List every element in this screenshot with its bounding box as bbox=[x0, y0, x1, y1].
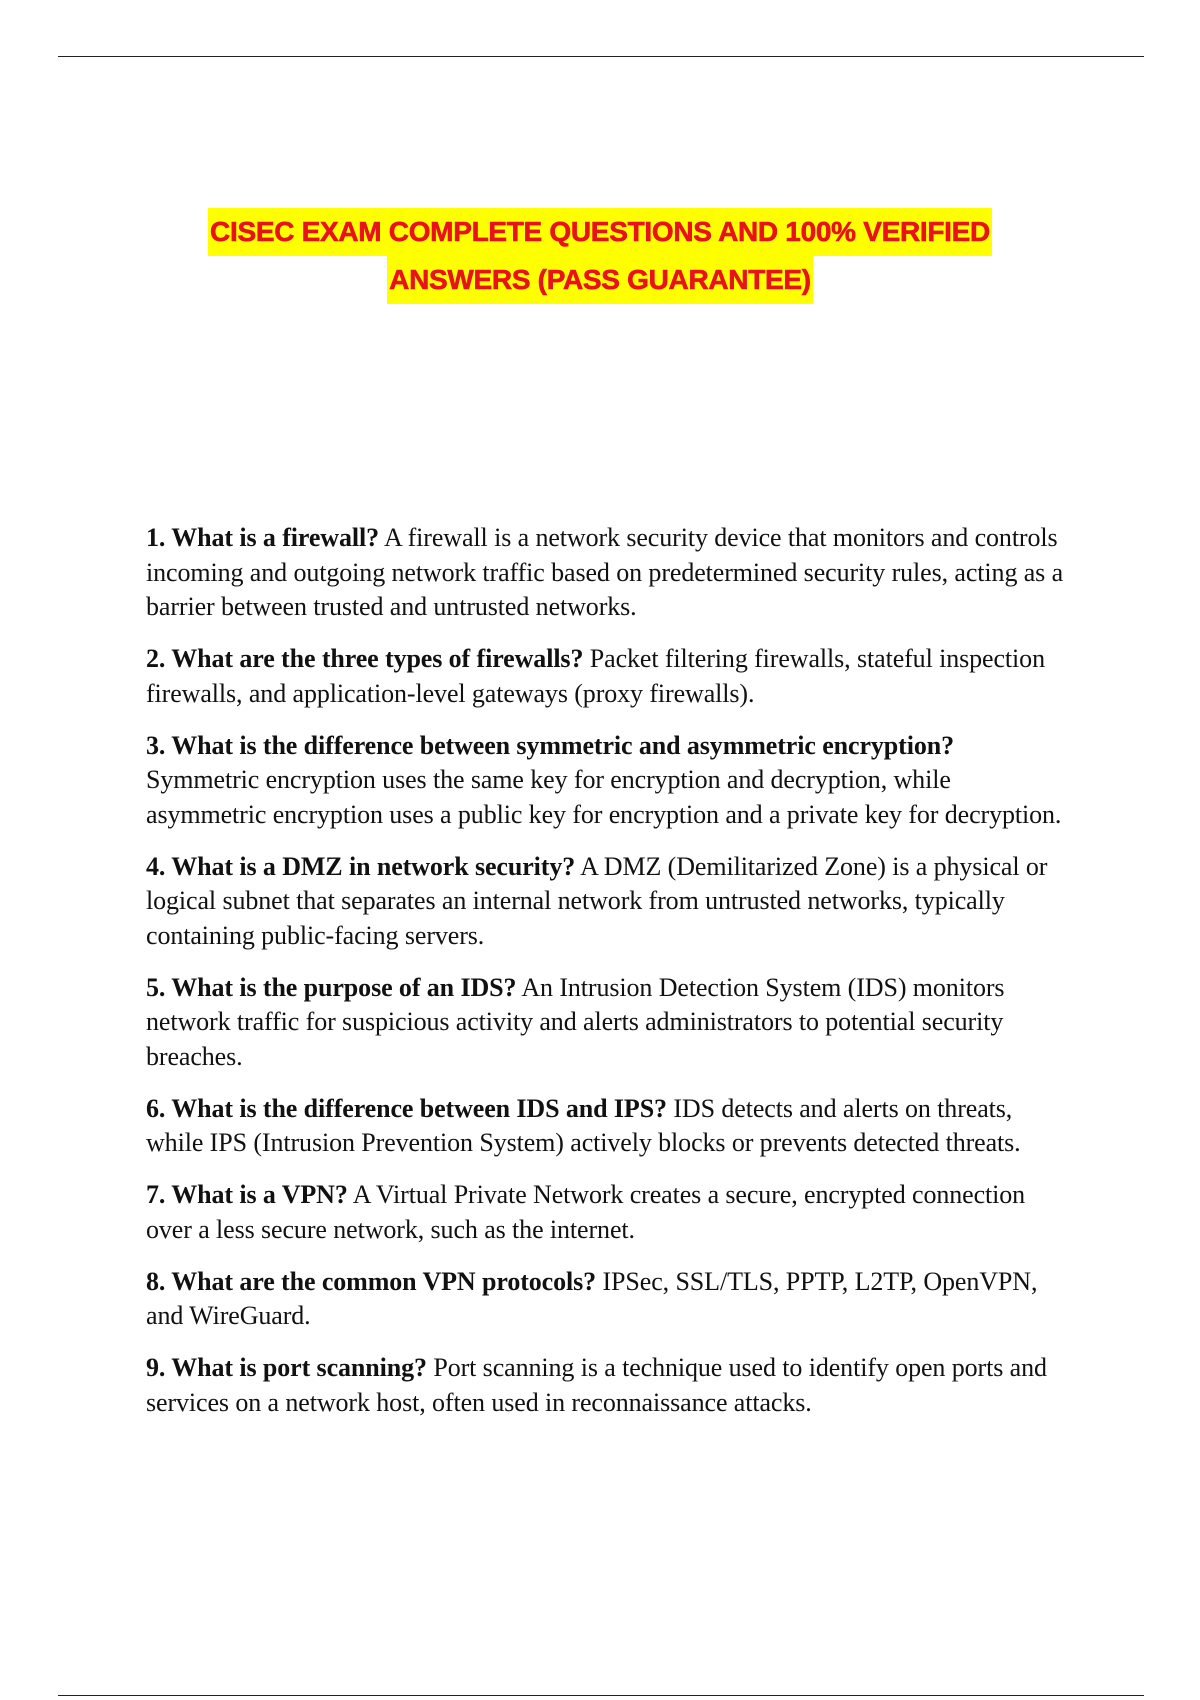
qa-item-1 bbox=[146, 521, 1066, 625]
question-6: 6. What is the difference between IDS and IPS? bbox=[146, 1093, 667, 1123]
question-8: 8. What are the common VPN protocols? bbox=[146, 1266, 597, 1296]
footer-rule bbox=[58, 1695, 1144, 1696]
question-2: 2. What are the three types of firewalls? bbox=[146, 644, 584, 673]
qa-item-5 bbox=[146, 971, 1066, 1075]
qa-item-4 bbox=[146, 850, 1066, 954]
qa-item-3 bbox=[146, 729, 1066, 833]
document-title bbox=[0, 208, 1200, 304]
title-line-1: CISEC EXAM COMPLETE QUESTIONS AND 100% VERIFIED bbox=[208, 208, 992, 256]
answer-4: A DMZ (Demilitarized Zone) is a physical or logical subnet that separates an internal network from untrusted networks, typically containing public-facing servers. bbox=[146, 851, 1048, 950]
question-5: 5. What is the purpose of an IDS? bbox=[146, 972, 517, 1002]
answer-3: Symmetric encryption uses the same key for encryption and decryption, while asymmetric encryption uses a public key for encryption and a private key for decryption. bbox=[146, 765, 1062, 829]
question-1: 1. What is a firewall? bbox=[146, 523, 380, 552]
qa-item-7 bbox=[146, 1178, 1066, 1247]
answer-9: Port scanning is a technique used to identify open ports and services on a network host, often used in reconnaissance attacks. bbox=[146, 1353, 1047, 1417]
header-rule bbox=[58, 56, 1144, 57]
answer-1: A firewall is a network security device that monitors and controls incoming and outgoing network traffic based on predetermined security rules, acting as a barrier between trusted and untrusted networks. bbox=[146, 523, 1064, 621]
title-line-2: ANSWERS (PASS GUARANTEE) bbox=[387, 256, 813, 304]
answer-5: An Intrusion Detection System (IDS) monitors network traffic for suspicious activity and alerts administrators to potential security breaches. bbox=[146, 972, 1005, 1071]
qa-list bbox=[146, 521, 1066, 1438]
answer-7: A Virtual Private Network creates a secure, encrypted connection over a less secure network, such as the internet. bbox=[146, 1180, 1026, 1244]
question-9: 9. What is port scanning? bbox=[146, 1353, 427, 1382]
qa-item-8 bbox=[146, 1265, 1066, 1334]
qa-item-6 bbox=[146, 1092, 1066, 1161]
answer-8: IPSec, SSL/TLS, PPTP, L2TP, OpenVPN, and WireGuard. bbox=[146, 1266, 1038, 1330]
answer-6: IDS detects and alerts on threats, while IPS (Intrusion Prevention System) actively blocks or prevents detected threats. bbox=[146, 1093, 1021, 1157]
question-7: 7. What is a VPN? bbox=[146, 1180, 348, 1209]
qa-item-9 bbox=[146, 1351, 1066, 1420]
answer-2: Packet filtering firewalls, stateful inspection firewalls, and application-level gateways (proxy firewalls). bbox=[146, 644, 1045, 708]
question-4: 4. What is a DMZ in network security? bbox=[146, 851, 576, 881]
qa-item-2 bbox=[146, 642, 1066, 711]
question-3: 3. What is the difference between symmetric and asymmetric encryption? bbox=[146, 730, 954, 760]
